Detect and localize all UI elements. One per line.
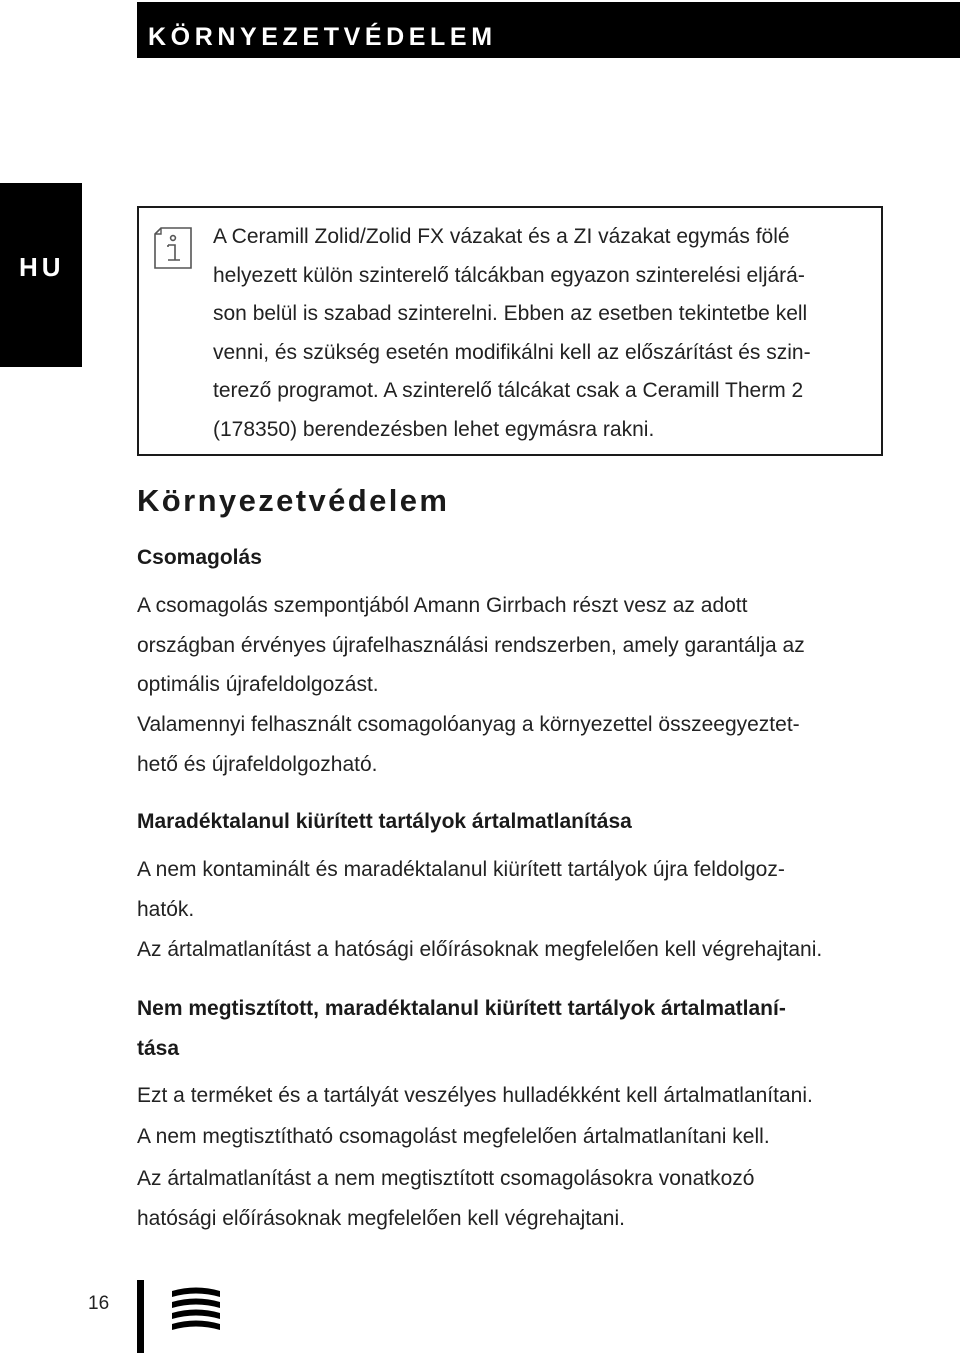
uncleaned-containers-paragraph-2 — [137, 1117, 897, 1157]
page-number: 16 — [88, 1293, 110, 1314]
text-line: Valamennyi felhasznált csomagolóanyag a környezettel összeegyeztet- — [137, 713, 800, 736]
empty-containers-heading: Maradéktalanul kiürített tartályok ártalmatlanítása — [137, 810, 632, 833]
amann-girrbach-logo-icon — [170, 1285, 222, 1333]
text-line: hető és újrafeldolgozható. — [137, 752, 378, 776]
header-title: KÖRNYEZETVÉDELEM — [148, 23, 497, 51]
info-note-box — [137, 206, 883, 456]
uncleaned-containers-heading — [137, 989, 897, 1068]
language-tab-label: HU — [19, 252, 65, 282]
header-bar — [137, 2, 960, 58]
note-line: venni, és szükség esetén modifikálni kell az előszárítást és szin- — [213, 340, 811, 364]
footer-divider — [137, 1280, 144, 1353]
text-line: A csomagolás szempontjából Amann Girrbach részt vesz az adott — [137, 594, 748, 617]
note-line: A Ceramill Zolid/Zolid FX vázakat és a ZI vázakat egymás fölé — [213, 225, 790, 248]
empty-containers-paragraph-1 — [137, 850, 897, 929]
text-line: A nem megtisztítható csomagolást megfelelően ártalmatlanítani kell. — [137, 1125, 770, 1148]
packaging-paragraph-1 — [137, 586, 897, 705]
text-line: Az ártalmatlanítást a hatósági előírásoknak megfelelően kell végrehajtani. — [137, 938, 823, 961]
text-line: országban érvényes újrafelhasználási rendszerben, amely garantálja az — [137, 633, 805, 657]
note-line: (178350) berendezésben lehet egymásra rakni. — [213, 417, 655, 441]
info-icon — [153, 226, 193, 270]
heading-line: tása — [137, 1036, 180, 1060]
text-line: optimális újrafeldolgozást. — [137, 673, 379, 696]
note-line: son belül is szabad szinterelni. Ebben az esetben tekintetbe kell — [213, 302, 808, 325]
text-line: hatók. — [137, 897, 195, 921]
text-line: hatósági előírásoknak megfelelően kell végrehajtani. — [137, 1206, 625, 1230]
empty-containers-paragraph-2 — [137, 930, 897, 970]
text-line: Ezt a terméket és a tartályát veszélyes hulladékként kell ártalmatlanítani. — [137, 1084, 813, 1107]
packaging-heading: Csomagolás — [137, 546, 262, 569]
note-line: helyezett külön szinterelő tálcákban egyazon szinterelési eljárá- — [213, 263, 805, 287]
text-line: Az ártalmatlanítást a nem megtisztított csomagolásokra vonatkozó — [137, 1167, 755, 1190]
text-line: A nem kontaminált és maradéktalanul kiürített tartályok újra feldolgoz- — [137, 858, 785, 881]
uncleaned-containers-paragraph-1 — [137, 1076, 897, 1116]
uncleaned-containers-paragraph-3 — [137, 1159, 897, 1238]
heading-line: Nem megtisztított, maradéktalanul kiürített tartályok ártalmatlaní- — [137, 997, 786, 1020]
packaging-paragraph-2 — [137, 705, 897, 784]
language-tab — [0, 183, 82, 367]
section-title: Környezetvédelem — [137, 483, 450, 518]
note-line: terező programot. A szinterelő tálcákat csak a Ceramill Therm 2 — [213, 379, 804, 402]
note-text — [213, 218, 877, 449]
